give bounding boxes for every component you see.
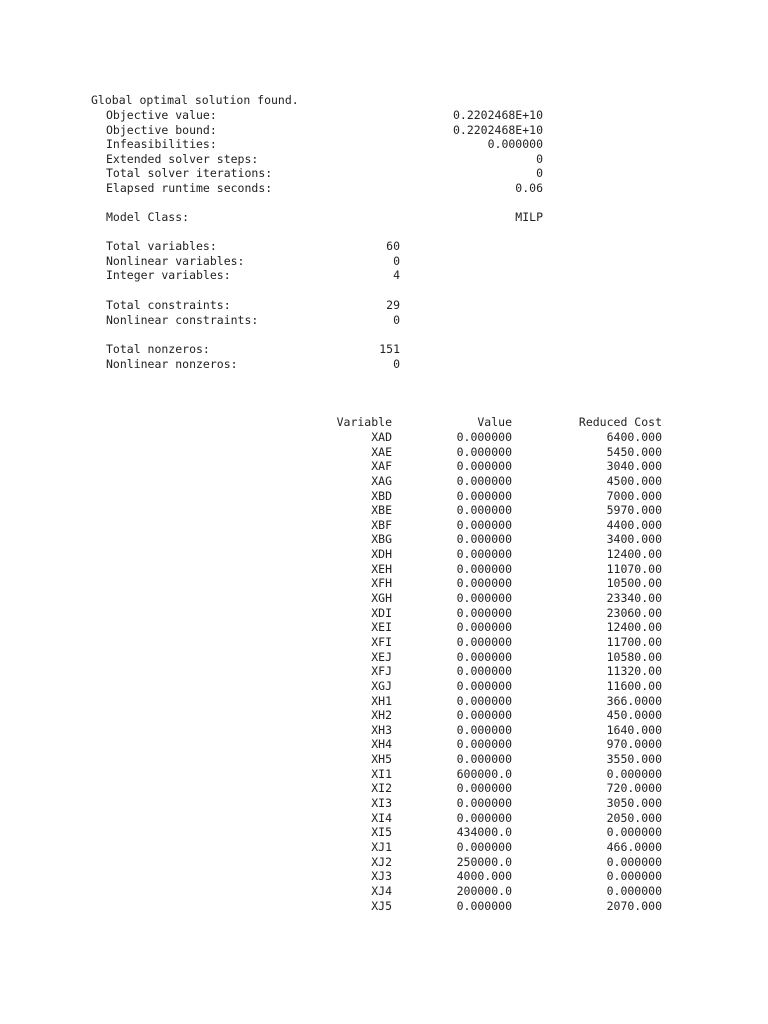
stat-value: 60: [386, 239, 400, 253]
cell-value: 0.000000: [456, 737, 512, 752]
cell-reduced-cost: 970.0000: [606, 737, 662, 752]
cell-variable: XI1: [371, 766, 392, 781]
summary-label: Elapsed runtime seconds:: [106, 181, 273, 195]
cell-value: 200000.0: [456, 883, 512, 898]
cell-value: 0.000000: [456, 752, 512, 767]
cell-variable: XBG: [371, 532, 392, 547]
cell-value: 0.000000: [456, 605, 512, 620]
stat-value: 0: [393, 253, 400, 268]
cell-variable: XJ4: [371, 883, 392, 898]
stat-row: [0, 298, 768, 313]
cell-reduced-cost: 11600.00: [606, 678, 662, 693]
cell-value: 0.000000: [456, 591, 512, 606]
summary-row: [0, 123, 768, 138]
cell-value: 600000.0: [456, 766, 512, 781]
table-row: [0, 752, 768, 767]
cell-reduced-cost: 0.000000: [606, 869, 662, 884]
cell-reduced-cost: 3050.000: [606, 796, 662, 811]
cell-value: 0.000000: [456, 810, 512, 825]
cell-variable: XI4: [371, 810, 392, 825]
stat-value: 151: [379, 342, 400, 356]
stat-value: 29: [386, 298, 400, 312]
cell-variable: XAG: [371, 473, 392, 488]
summary-row: [0, 137, 768, 152]
cell-value: 434000.0: [456, 825, 512, 840]
column-header-value: Value: [477, 415, 512, 429]
cell-variable: XEJ: [371, 649, 392, 664]
cell-reduced-cost: 5450.000: [606, 444, 662, 459]
cell-value: 0.000000: [456, 473, 512, 488]
cell-reduced-cost: 0.000000: [606, 883, 662, 898]
stat-row: [0, 357, 768, 372]
cell-reduced-cost: 4500.000: [606, 473, 662, 488]
cell-reduced-cost: 12400.00: [606, 620, 662, 635]
cell-value: 0.000000: [456, 503, 512, 518]
table-row: [0, 635, 768, 650]
table-row: [0, 796, 768, 811]
table-row: [0, 620, 768, 635]
summary-label: Infeasibilities:: [106, 137, 217, 152]
cell-reduced-cost: 3550.000: [606, 752, 662, 767]
cell-reduced-cost: 11320.00: [606, 664, 662, 679]
results-table: [0, 430, 768, 913]
solution-status-title: Global optimal solution found.: [91, 93, 299, 107]
stat-value: 0: [393, 356, 400, 371]
summary-label: Objective value:: [106, 108, 217, 122]
cell-value: 0.000000: [456, 576, 512, 591]
cell-reduced-cost: 12400.00: [606, 547, 662, 562]
table-row: [0, 811, 768, 826]
stat-label: Nonlinear constraints:: [106, 312, 259, 327]
cell-variable: XH5: [371, 752, 392, 767]
stat-row: [0, 313, 768, 328]
table-row: [0, 474, 768, 489]
summary-value: 0: [536, 166, 543, 181]
summary-label: Extended solver steps:: [106, 151, 259, 166]
table-row: [0, 664, 768, 679]
table-row: [0, 606, 768, 621]
stat-label: Total constraints:: [106, 298, 231, 312]
cell-variable: XAD: [371, 430, 392, 444]
table-row: [0, 855, 768, 870]
stat-value: 0: [393, 312, 400, 327]
cell-value: 0.000000: [456, 430, 512, 444]
table-row: [0, 869, 768, 884]
cell-variable: XJ1: [371, 839, 392, 854]
cell-variable: XGH: [371, 591, 392, 606]
cell-reduced-cost: 4400.000: [606, 517, 662, 532]
cell-variable: XFI: [371, 634, 392, 649]
cell-variable: XH1: [371, 693, 392, 708]
cell-value: 0.000000: [456, 678, 512, 693]
cell-variable: XJ5: [371, 898, 392, 913]
cell-reduced-cost: 366.0000: [606, 693, 662, 708]
stat-label: Integer variables:: [106, 268, 231, 283]
summary-row: [0, 108, 768, 123]
cell-value: 0.000000: [456, 693, 512, 708]
table-row: [0, 489, 768, 504]
cell-variable: XBE: [371, 503, 392, 518]
cell-reduced-cost: 450.0000: [606, 708, 662, 723]
cell-reduced-cost: 2050.000: [606, 810, 662, 825]
table-row: [0, 562, 768, 577]
cell-value: 0.000000: [456, 532, 512, 547]
model-class-label: Model Class:: [106, 210, 190, 224]
cell-variable: XH3: [371, 722, 392, 737]
stat-label: Total variables:: [106, 239, 217, 253]
table-row: [0, 840, 768, 855]
cell-reduced-cost: 11700.00: [606, 634, 662, 649]
cell-variable: XBF: [371, 517, 392, 532]
summary-label: Objective bound:: [106, 122, 217, 137]
cell-value: 0.000000: [456, 620, 512, 635]
cell-value: 250000.0: [456, 854, 512, 869]
cell-variable: XH2: [371, 708, 392, 723]
table-row: [0, 576, 768, 591]
cell-variable: XFH: [371, 576, 392, 591]
cell-reduced-cost: 1640.000: [606, 722, 662, 737]
column-header-reduced-cost: Reduced Cost: [578, 415, 662, 429]
stat-label: Total nonzeros:: [106, 342, 210, 356]
cell-reduced-cost: 6400.000: [606, 430, 662, 444]
table-row: [0, 899, 768, 914]
table-row: [0, 591, 768, 606]
cell-value: 0.000000: [456, 444, 512, 459]
cell-reduced-cost: 0.000000: [606, 766, 662, 781]
table-row: [0, 723, 768, 738]
table-row: [0, 781, 768, 796]
cell-variable: XI2: [371, 781, 392, 796]
summary-value: 0.2202468E+10: [452, 122, 543, 137]
cell-variable: XH4: [371, 737, 392, 752]
cell-value: 0.000000: [456, 459, 512, 474]
cell-reduced-cost: 10500.00: [606, 576, 662, 591]
cell-reduced-cost: 23060.00: [606, 605, 662, 620]
table-row: [0, 767, 768, 782]
table-row: [0, 825, 768, 840]
cell-variable: XEH: [371, 561, 392, 576]
table-row: [0, 547, 768, 562]
cell-variable: XDH: [371, 547, 392, 562]
summary-value: 0.06: [515, 181, 543, 195]
table-row: [0, 518, 768, 533]
cell-reduced-cost: 3400.000: [606, 532, 662, 547]
table-row: [0, 532, 768, 547]
cell-variable: XEI: [371, 620, 392, 635]
table-row: [0, 679, 768, 694]
cell-value: 0.000000: [456, 517, 512, 532]
stat-row: [0, 268, 768, 283]
cell-variable: XI5: [371, 825, 392, 840]
cell-value: 0.000000: [456, 722, 512, 737]
table-row: [0, 884, 768, 899]
model-class-row: [0, 210, 768, 225]
cell-reduced-cost: 7000.000: [606, 488, 662, 503]
cell-reduced-cost: 466.0000: [606, 839, 662, 854]
stat-value: 4: [393, 268, 400, 283]
cell-variable: XDI: [371, 605, 392, 620]
table-row: [0, 708, 768, 723]
cell-reduced-cost: 23340.00: [606, 591, 662, 606]
cell-variable: XGJ: [371, 678, 392, 693]
cell-reduced-cost: 0.000000: [606, 825, 662, 840]
stat-row: [0, 342, 768, 357]
cell-value: 0.000000: [456, 634, 512, 649]
table-row: [0, 737, 768, 752]
cell-value: 4000.000: [456, 869, 512, 884]
cell-value: 0.000000: [456, 547, 512, 562]
table-row: [0, 459, 768, 474]
cell-value: 0.000000: [456, 898, 512, 913]
cell-reduced-cost: 11070.00: [606, 561, 662, 576]
table-row: [0, 445, 768, 460]
cell-reduced-cost: 10580.00: [606, 649, 662, 664]
results-table-header: [0, 415, 768, 430]
table-row: [0, 430, 768, 445]
stat-row: [0, 239, 768, 254]
cell-value: 0.000000: [456, 708, 512, 723]
table-row: [0, 650, 768, 665]
cell-value: 0.000000: [456, 561, 512, 576]
table-row: [0, 503, 768, 518]
cell-variable: XBD: [371, 488, 392, 503]
cell-reduced-cost: 2070.000: [606, 898, 662, 913]
cell-variable: XFJ: [371, 664, 392, 679]
model-class-value: MILP: [515, 210, 543, 224]
cell-reduced-cost: 5970.000: [606, 503, 662, 518]
stat-label: Nonlinear nonzeros:: [106, 356, 238, 371]
column-header-variable: Variable: [336, 415, 392, 429]
summary-value: 0.000000: [487, 137, 543, 152]
cell-value: 0.000000: [456, 796, 512, 811]
cell-variable: XJ3: [371, 869, 392, 884]
cell-value: 0.000000: [456, 649, 512, 664]
table-row: [0, 694, 768, 709]
cell-reduced-cost: 0.000000: [606, 854, 662, 869]
cell-value: 0.000000: [456, 488, 512, 503]
stat-row: [0, 254, 768, 269]
stat-label: Nonlinear variables:: [106, 253, 245, 268]
summary-row: [0, 152, 768, 167]
summary-label: Total solver iterations:: [106, 166, 273, 181]
cell-reduced-cost: 720.0000: [606, 781, 662, 796]
cell-value: 0.000000: [456, 839, 512, 854]
cell-variable: XAF: [371, 459, 392, 474]
cell-reduced-cost: 3040.000: [606, 459, 662, 474]
cell-variable: XAE: [371, 444, 392, 459]
summary-row: [0, 181, 768, 196]
cell-variable: XI3: [371, 796, 392, 811]
summary-value: 0.2202468E+10: [452, 108, 543, 122]
summary-row: [0, 166, 768, 181]
cell-value: 0.000000: [456, 664, 512, 679]
cell-value: 0.000000: [456, 781, 512, 796]
cell-variable: XJ2: [371, 854, 392, 869]
summary-value: 0: [536, 151, 543, 166]
